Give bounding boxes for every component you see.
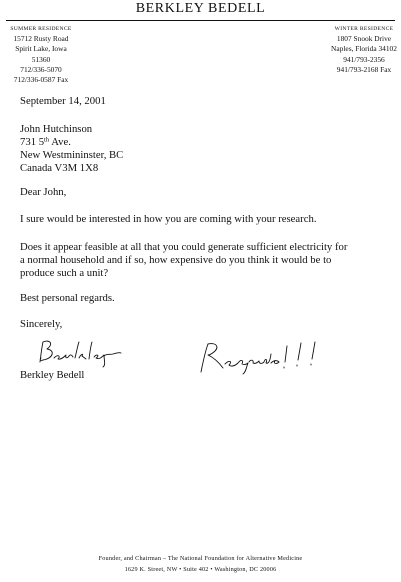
recipient-city: New Westmininster, BC — [20, 149, 124, 161]
letter-date: September 14, 2001 — [20, 95, 106, 107]
letterhead-rule — [6, 20, 395, 21]
salutation: Dear John, — [20, 186, 67, 198]
winter-residence-heading: WINTER RESIDENCE — [334, 26, 394, 32]
winter-street: 1807 Snook Drive — [336, 34, 392, 44]
winter-phone: 941/793-2356 — [343, 54, 385, 64]
paragraph-3: Best personal regards. — [20, 292, 115, 304]
footer-line-2: 1629 K. Street, NW • Suite 402 • Washington, DC 20006 — [124, 566, 277, 573]
summer-city: Spirit Lake, Iowa 51360 — [15, 44, 67, 64]
paragraph-2: Does it appear feasible at all that you could generate sufficient electricity for a normal household and if so, how expensive do you think it would be to produce such a unit? — [20, 241, 348, 279]
recipient-name: John Hutchinson — [20, 123, 93, 135]
letterhead-name: BERKLEY BEDELL — [135, 1, 266, 16]
recipient-street: 731 5th Ave. — [20, 136, 71, 148]
winter-fax: 941/793-2168 Fax — [336, 64, 392, 74]
summer-street: 15712 Rusty Road — [13, 34, 69, 44]
winter-residence-address — [327, 24, 401, 75]
signature-image — [34, 336, 124, 368]
summer-phone: 712/336-5070 — [20, 64, 62, 74]
footer-line-1: Founder, and Chairman – The National Foundation for Alternative Medicine — [98, 555, 303, 562]
recipient-country: Canada V3M 1X8 — [20, 162, 99, 174]
recipient-address — [20, 123, 390, 175]
summer-residence-heading: SUMMER RESIDENCE — [10, 26, 72, 32]
summer-residence-address — [6, 24, 76, 85]
summer-fax: 712/336-0587 Fax — [13, 75, 69, 85]
paragraph-1: I sure would be interested in how you are coming with your research. — [20, 213, 317, 225]
closing: Sincerely, — [20, 318, 63, 330]
winter-city: Naples, Florida 34102 — [331, 44, 397, 54]
signer-name: Berkley Bedell — [20, 369, 85, 381]
